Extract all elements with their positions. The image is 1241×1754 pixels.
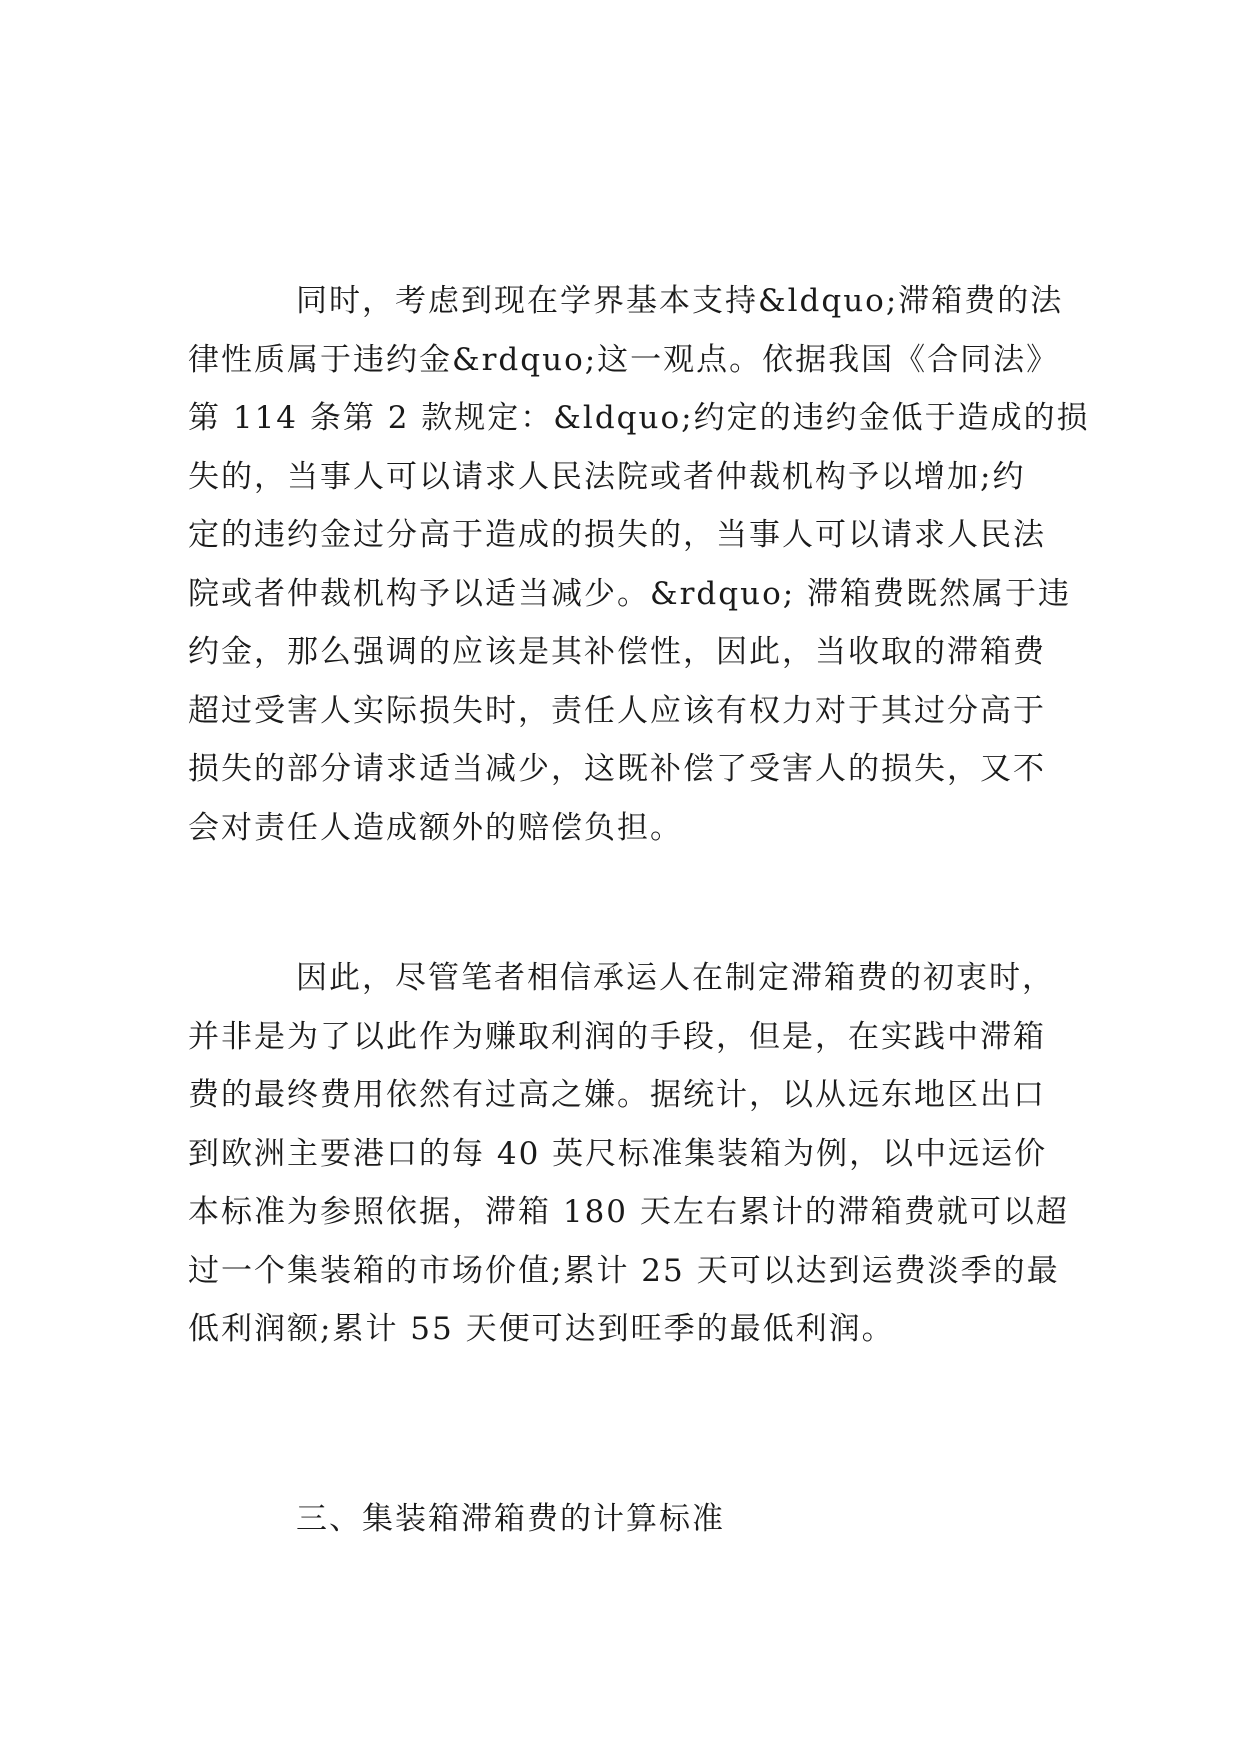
text-line: 因此，尽管笔者相信承运人在制定滞箱费的初衷时，: [296, 960, 1055, 996]
text-line: 失的，当事人可以请求人民法院或者仲裁机构予以增加;约: [188, 458, 1026, 495]
text-line: 本标准为参照依据，滞箱 180 天左右累计的滞箱费就可以超: [188, 1194, 1069, 1230]
text-line: 低利润额;累计 55 天便可达到旺季的最低利润。: [188, 1311, 895, 1347]
paragraph-excessive-fees: [188, 949, 1068, 1359]
text-line: 律性质属于违约金&rdquo;这一观点。依据我国《合同法》: [188, 341, 1060, 378]
text-line: 费的最终费用依然有过高之嫌。据统计，以从远东地区出口: [188, 1077, 1046, 1113]
text-line: 并非是为了以此作为赚取利润的手段，但是，在实践中滞箱: [188, 1018, 1046, 1055]
text-line: 定的违约金过分高于造成的损失的，当事人可以请求人民法: [188, 517, 1046, 553]
text-line: 同时，考虑到现在学界基本支持&ldquo;滞箱费的法: [296, 283, 1064, 319]
text-line: 第 114 条第 2 款规定：&ldquo;约定的违约金低于造成的损: [188, 400, 1090, 436]
section-heading: 三、集装箱滞箱费的计算标准: [296, 1501, 725, 1537]
text-line: 过一个集装箱的市场价值;累计 25 天可以达到运费淡季的最: [188, 1252, 1060, 1289]
text-line: 损失的部分请求适当减少，这既补偿了受害人的损失，又不: [188, 751, 1046, 787]
text-line: 到欧洲主要港口的每 40 英尺标准集装箱为例，以中远运价: [188, 1135, 1048, 1172]
text-line: 约金，那么强调的应该是其补偿性，因此，当收取的滞箱费: [188, 634, 1046, 670]
paragraph-liquidated-damages: [188, 272, 1090, 857]
text-line: 会对责任人造成额外的赔偿负担。: [188, 809, 683, 846]
text-line: 超过受害人实际损失时，责任人应该有权力对于其过分高于: [188, 692, 1046, 729]
text-line: 院或者仲裁机构予以适当减少。&rdquo; 滞箱费既然属于违: [188, 575, 1072, 612]
